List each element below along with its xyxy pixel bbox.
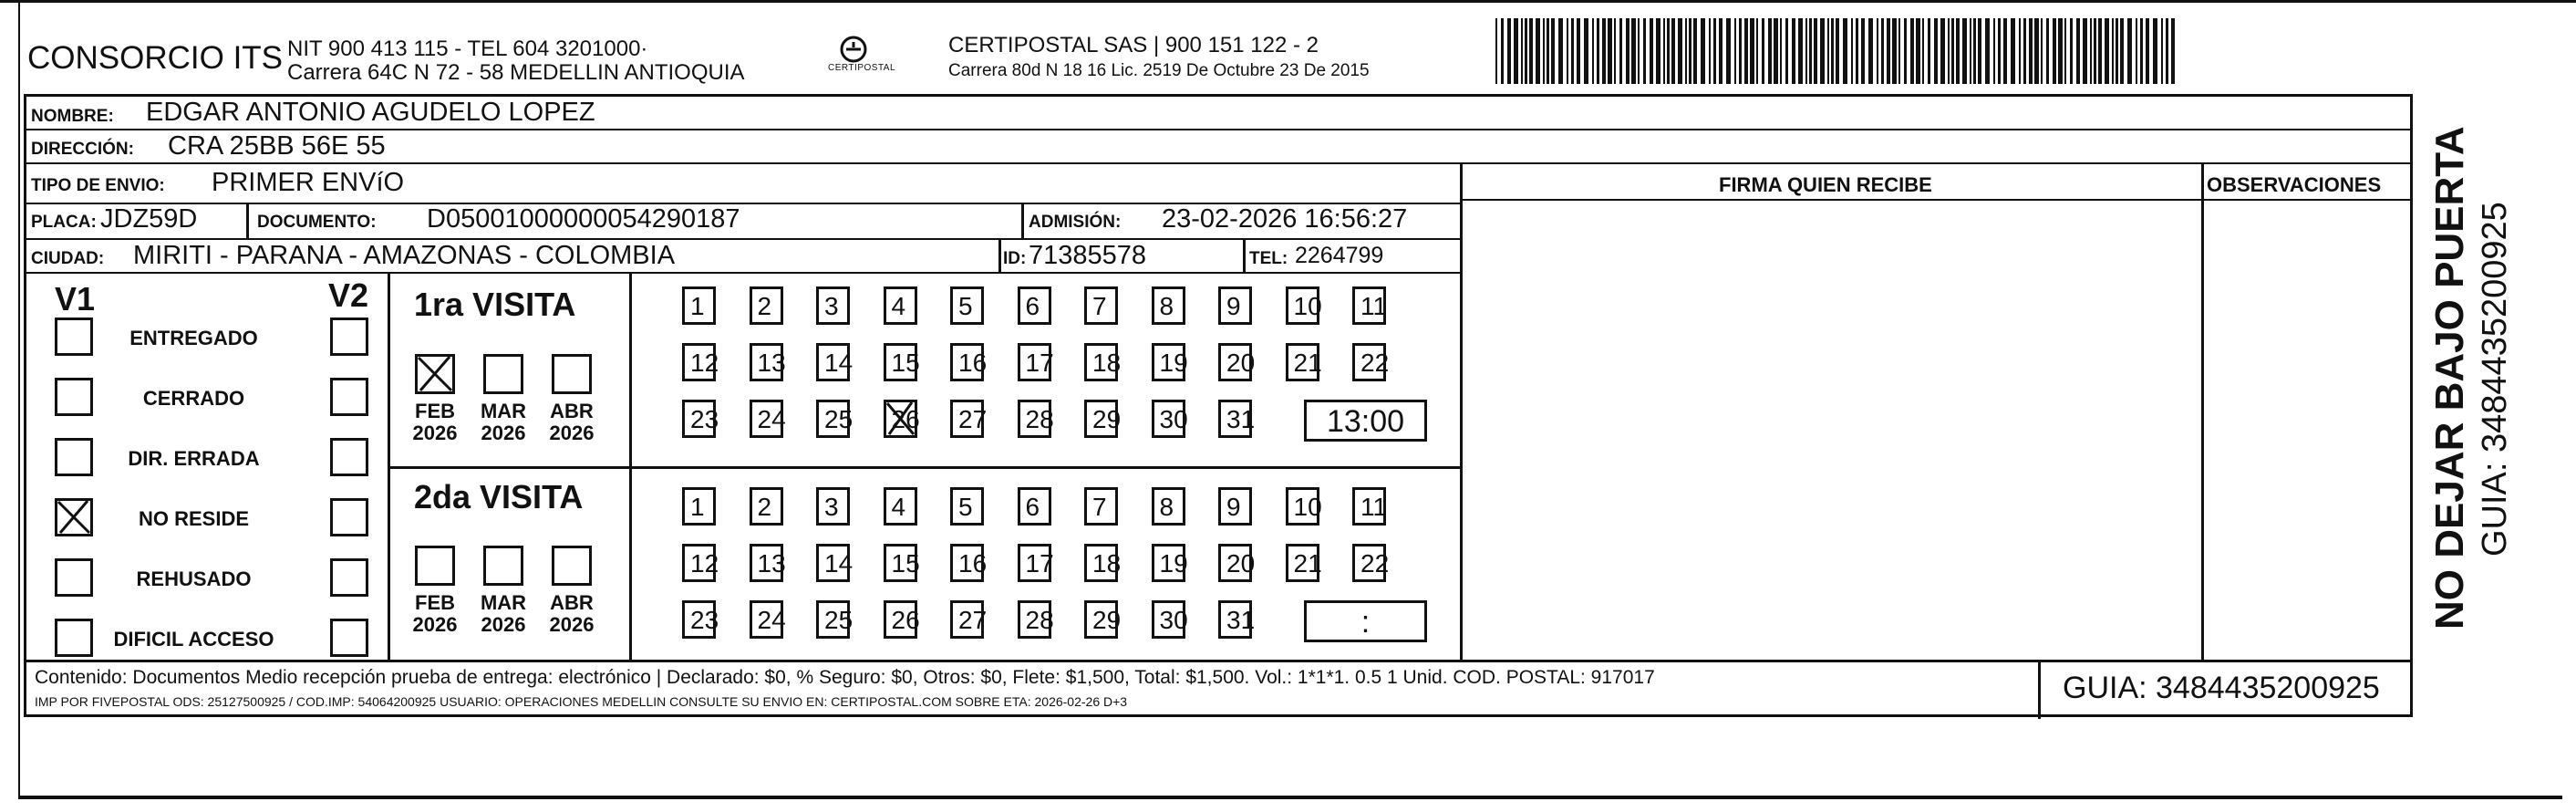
carrier-name: CERTIPOSTAL SAS | 900 151 122 - 2 <box>948 33 1319 57</box>
first-visit-month-box <box>483 354 523 394</box>
first-visit-title: 1ra VISITA <box>414 286 576 323</box>
direccion-label: DIRECCIÓN: <box>31 140 134 159</box>
second-visit-day-box: 25 <box>816 600 850 639</box>
bottom-border <box>18 796 2562 799</box>
second-visit-day-box: 21 <box>1286 544 1319 582</box>
status-label: DIFICIL ACCESO <box>113 628 274 651</box>
first-visit-day-box: 21 <box>1286 343 1319 381</box>
nombre-value: EDGAR ANTONIO AGUDELO LOPEZ <box>146 98 595 127</box>
second-visit-day-box: 20 <box>1218 544 1252 582</box>
second-visit-day-box: 14 <box>816 544 850 582</box>
col-rule <box>246 203 249 239</box>
first-visit-day-box: 12 <box>682 343 716 381</box>
status-label: REHUSADO <box>136 567 252 590</box>
col-rule <box>998 238 1001 273</box>
first-visit-day-box: 1 <box>682 286 716 325</box>
first-visit-day-box: 31 <box>1218 400 1252 438</box>
tel-label: TEL: <box>1249 249 1288 268</box>
second-visit-day-box: 12 <box>682 544 716 582</box>
second-visit-day-box: 26 <box>884 600 917 639</box>
second-visit-day-box: 19 <box>1152 544 1185 582</box>
second-visit-day-box: 16 <box>950 544 984 582</box>
col-rule <box>1460 162 1463 660</box>
second-visit-month-year: 2026 <box>549 613 595 636</box>
first-visit-day-box: 5 <box>950 286 984 325</box>
second-visit-day-box: 23 <box>682 600 716 639</box>
second-visit-day-box: 6 <box>1018 487 1051 526</box>
first-visit-day-mark <box>884 400 917 438</box>
second-visit-day-box: 24 <box>750 600 783 639</box>
side-notice-guia: GUIA: 3484435200925 <box>2476 202 2514 557</box>
second-visit-day-box: 28 <box>1018 600 1051 639</box>
status-label: CERRADO <box>142 387 245 410</box>
carrier-address: Carrera 80d N 18 16 Lic. 2519 De Octubre 23 De 2015 <box>948 61 1370 80</box>
certipostal-logo-text: CERTIPOSTAL <box>828 63 896 73</box>
row-rule <box>24 162 2413 164</box>
first-visit-month-label: FEB <box>415 400 455 422</box>
nombre-label: NOMBRE: <box>31 107 114 126</box>
second-visit-month-box <box>552 546 592 586</box>
first-visit-month-year: 2026 <box>412 422 458 444</box>
second-visit-month-label: FEB <box>415 591 455 614</box>
ciudad-label: CIUDAD: <box>31 249 105 268</box>
first-visit-day-box: 17 <box>1018 343 1051 381</box>
v1-check-mark <box>55 498 93 536</box>
side-notice-main: NO DEJAR BAJO PUERTA <box>2427 126 2472 630</box>
first-visit-day-box: 30 <box>1152 400 1185 438</box>
documento-label: DOCUMENTO: <box>257 213 377 232</box>
tel-value: 2264799 <box>1295 243 1384 268</box>
first-visit-day-box: 16 <box>950 343 984 381</box>
documento-value: D05001000000054290187 <box>427 204 740 234</box>
first-visit-month-label: MAR <box>480 400 527 422</box>
tipo-envio-label: TIPO DE ENVIO: <box>31 176 165 195</box>
company-name: CONSORCIO ITS <box>27 40 284 76</box>
row-rule <box>1461 199 2413 201</box>
placa-value: JDZ59D <box>100 204 198 234</box>
id-value: 71385578 <box>1029 241 1147 270</box>
first-visit-day-box: 7 <box>1084 286 1118 325</box>
second-visit-day-box: 4 <box>884 487 917 526</box>
first-visit-day-box: 2 <box>750 286 783 325</box>
col-rule <box>1243 238 1246 273</box>
second-visit-month-label: MAR <box>480 591 527 614</box>
footer-print-line: IMP POR FIVEPOSTAL ODS: 25127500925 / COD.IMP: 54064200925 USUARIO: OPERACIONES MEDELLIN CONSULTE SU ENVIO EN: CERTIPOSTAL.COM SOBRE ETA: 2026-02-26 D+3 <box>35 694 1128 709</box>
row-rule <box>24 129 2413 130</box>
first-visit-day-box: 18 <box>1084 343 1118 381</box>
second-visit-day-box: 9 <box>1218 487 1252 526</box>
ciudad-value: MIRITI - PARANA - AMAZONAS - COLOMBIA <box>133 241 676 270</box>
company-nit: NIT 900 413 115 - TEL 604 3201000· <box>287 36 648 61</box>
second-visit-month-year: 2026 <box>412 613 458 636</box>
second-visit-day-box: 7 <box>1084 487 1118 526</box>
second-visit-month-box <box>415 546 455 586</box>
second-visit-day-box: 13 <box>750 544 783 582</box>
first-visit-day-box: 28 <box>1018 400 1051 438</box>
first-visit-day-box: 11 <box>1352 286 1386 325</box>
row-rule <box>388 466 1460 469</box>
second-visit-day-box: 3 <box>816 487 850 526</box>
id-label: ID: <box>1003 249 1027 268</box>
top-border <box>0 0 2576 3</box>
second-visit-day-box: 31 <box>1218 600 1252 639</box>
first-visit-day-box: 29 <box>1084 400 1118 438</box>
second-visit-day-box: 22 <box>1352 544 1386 582</box>
status-label: NO RESIDE <box>138 507 250 530</box>
second-visit-title: 2da VISITA <box>414 478 584 515</box>
first-visit-day-box: 4 <box>884 286 917 325</box>
observaciones-header: OBSERVACIONES <box>2207 173 2382 196</box>
first-visit-day-box: 6 <box>1018 286 1051 325</box>
first-visit-day-box: 8 <box>1152 286 1185 325</box>
certipostal-logo-icon <box>826 31 881 86</box>
admision-label: ADMISIÓN: <box>1029 213 1122 232</box>
col-rule <box>2201 162 2204 660</box>
first-visit-day-box: 14 <box>816 343 850 381</box>
second-visit-time-value: : <box>1360 605 1371 640</box>
firma-header: FIRMA QUIEN RECIBE <box>1719 173 1932 196</box>
first-visit-month-label: ABR <box>550 400 594 422</box>
first-visit-day-box: 25 <box>816 400 850 438</box>
first-visit-month-year: 2026 <box>549 422 595 444</box>
first-visit-day-box: 3 <box>816 286 850 325</box>
col-rule <box>2038 662 2041 719</box>
v1-header: V1 <box>55 280 96 318</box>
first-visit-day-box: 27 <box>950 400 984 438</box>
status-label: DIR. ERRADA <box>128 447 260 470</box>
second-visit-day-box: 8 <box>1152 487 1185 526</box>
side-notice <box>2421 91 2567 639</box>
first-visit-day-box: 19 <box>1152 343 1185 381</box>
footer-content-line: Contenido: Documentos Medio recepción prueba de entrega: electrónico | Declarado: $0, % Seguro: $0, Otros: $0, Flete: $1,500, Total: $1,500. Vol.: 1*1*1. 0.5 1 Unid. COD. POSTAL: 917017 <box>35 667 1655 688</box>
first-visit-day-box: 22 <box>1352 343 1386 381</box>
second-visit-month-label: ABR <box>550 591 594 614</box>
first-visit-day-box: 13 <box>750 343 783 381</box>
second-visit-day-box: 10 <box>1286 487 1319 526</box>
second-visit-day-box: 29 <box>1084 600 1118 639</box>
tipo-envio-value: PRIMER ENVíO <box>212 168 405 197</box>
first-visit-day-box: 26 <box>884 400 917 438</box>
second-visit-day-box: 18 <box>1084 544 1118 582</box>
second-visit-day-box: 15 <box>884 544 917 582</box>
first-visit-day-box: 20 <box>1218 343 1252 381</box>
direccion-value: CRA 25BB 56E 55 <box>168 131 386 161</box>
second-visit-day-box: 11 <box>1352 487 1386 526</box>
second-visit-day-box: 2 <box>750 487 783 526</box>
first-visit-month-year: 2026 <box>481 422 526 444</box>
second-visit-day-box: 17 <box>1018 544 1051 582</box>
first-visit-month-box <box>552 354 592 394</box>
second-visit-month-box <box>483 546 523 586</box>
footer-rule <box>24 660 2413 662</box>
first-visit-day-box: 9 <box>1218 286 1252 325</box>
second-visit-day-box: 27 <box>950 600 984 639</box>
v2-header: V2 <box>328 276 369 314</box>
status-label: ENTREGADO <box>129 327 258 349</box>
col-rule <box>1021 203 1024 239</box>
second-visit-day-box: 5 <box>950 487 984 526</box>
first-visit-day-box: 23 <box>682 400 716 438</box>
second-visit-day-box: 30 <box>1152 600 1185 639</box>
first-visit-day-box: 15 <box>884 343 917 381</box>
first-visit-day-box: 24 <box>750 400 783 438</box>
first-visit-time-value: 13:00 <box>1326 404 1405 439</box>
placa-label: PLACA: <box>31 213 97 232</box>
first-visit-day-box: 10 <box>1286 286 1319 325</box>
admision-value: 23-02-2026 16:56:27 <box>1162 204 1408 234</box>
barcode <box>1495 18 2179 84</box>
company-address: Carrera 64C N 72 - 58 MEDELLIN ANTIOQUIA <box>287 60 745 85</box>
second-visit-day-box: 1 <box>682 487 716 526</box>
first-visit-month-mark <box>415 354 455 394</box>
footer-guia: GUIA: 3484435200925 <box>2063 671 2380 705</box>
second-visit-month-year: 2026 <box>481 613 526 636</box>
